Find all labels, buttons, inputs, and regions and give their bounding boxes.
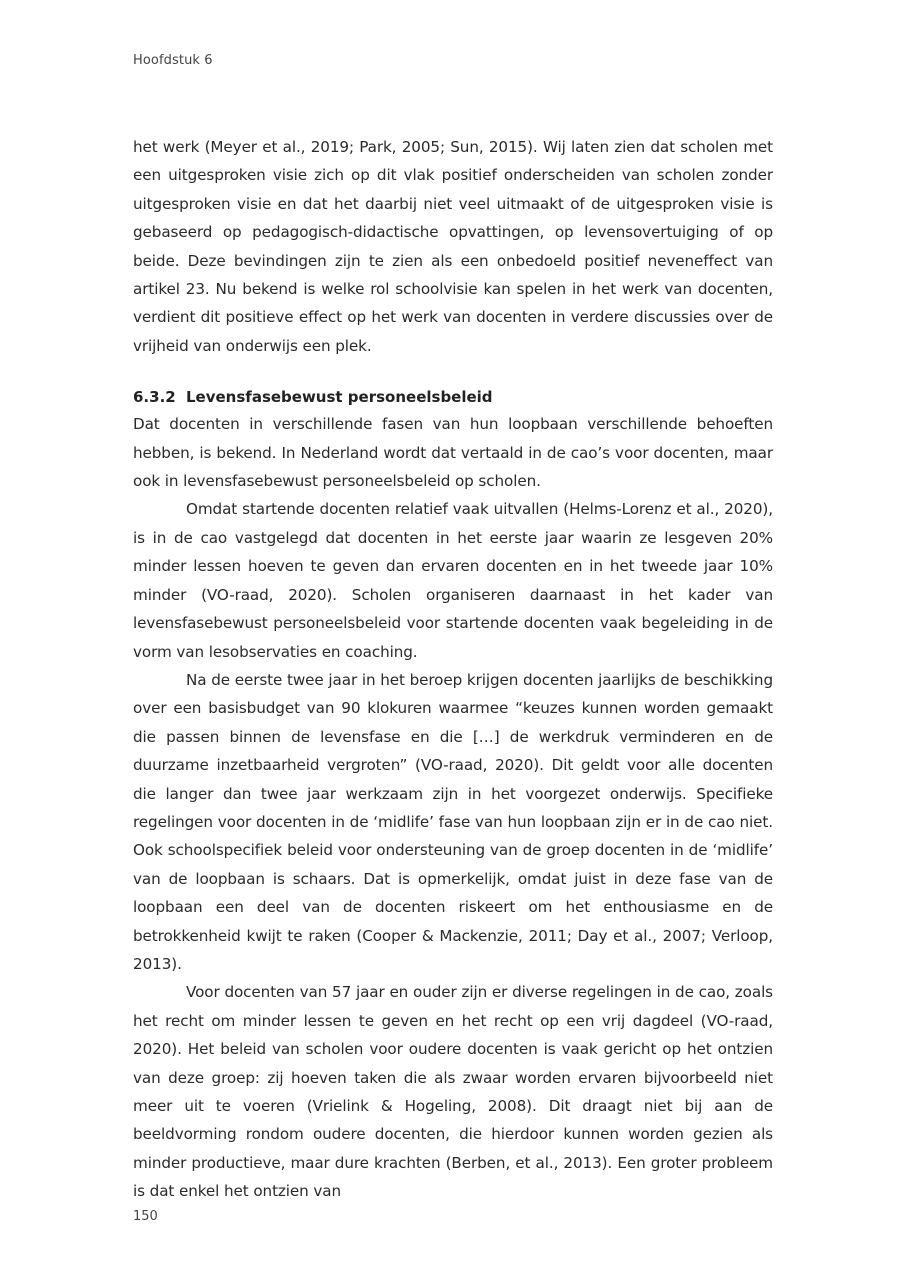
intro-paragraph: het werk (Meyer et al., 2019; Park, 2005; Sun, 2015). Wij laten zien dat scholen met een uitgesproken visie zich op dit vlak positief onderscheiden van scholen zonder uitgesproken visie en dat het daarbij niet veel uitmaakt of de uitgesproken visie is gebaseerd op pedagogisch-didactische opvattingen, op levensovertuiging of op beide. Deze bevindingen zijn te zien als een onbedoeld positief neveneffect van artikel 23. Nu bekend is welke rol schoolvisie kan spelen in het werk van docenten, verdient dit positieve effect op het werk van docenten in verdere discussies over de vrijheid van onderwijs een plek. <box>133 138 773 355</box>
page-number: 150 <box>133 1209 158 1224</box>
body-paragraph: Dat docenten in verschillende fasen van hun loopbaan verschillende behoeften hebben, is bekend. In Nederland wordt dat vertaald in de cao’s voor docenten, maar ook in levensfasebewust personeelsbeleid op scholen. <box>133 415 773 491</box>
section-heading <box>133 384 773 410</box>
section-number: 6.3.2 <box>133 388 176 407</box>
section-title: Levensfasebewust personeelsbeleid <box>186 388 493 407</box>
page-body <box>133 133 773 1206</box>
running-head: Hoofdstuk 6 <box>133 53 213 68</box>
body-paragraph: Voor docenten van 57 jaar en ouder zijn er diverse regelingen in de cao, zoals het recht om minder lessen te geven en het recht op een vrij dagdeel (VO-raad, 2020). Het beleid van scholen voor oudere docenten is vaak gericht op het ontzien van deze groep: zij hoeven taken die als zwaar worden ervaren bijvoorbeeld niet meer uit te voeren (Vrielink & Hogeling, 2008). Dit draagt niet bij aan de beeldvorming rondom oudere docenten, die hierdoor kunnen worden gezien als minder productieve, maar dure krachten (Berben, et al., 2013). Een groter probleem is dat enkel het ontzien van <box>133 983 773 1201</box>
body-paragraph: Na de eerste twee jaar in het beroep krijgen docenten jaarlijks de beschikking over een basisbudget van 90 klokuren waarmee “keuzes kunnen worden gemaakt die passen binnen de levensfase en die […] de werkdruk verminderen en de duurzame inzetbaarheid vergroten” (VO-raad, 2020). Dit geldt voor alle docenten die langer dan twee jaar werkzaam zijn in het voorgezet onderwijs. Specifieke regelingen voor docenten in de ‘midlife’ fase van hun loopbaan zijn er in de cao niet. Ook schoolspecifiek beleid voor ondersteuning van de groep docenten in de ‘midlife’ van de loopbaan is schaars. Dat is opmerkelijk, omdat juist in deze fase van de loopbaan een deel van de docenten riskeert om het enthousiasme en de betrokkenheid kwijt te raken (Cooper & Mackenzie, 2011; Day et al., 2007; Verloop, 2013). <box>133 670 773 973</box>
body-paragraph: Omdat startende docenten relatief vaak uitvallen (Helms-Lorenz et al., 2020), is in de cao vastgelegd dat docenten in het eerste jaar waarin ze lesgeven 20% minder lessen hoeven te geven dan ervaren docenten en in het tweede jaar 10% minder (VO-raad, 2020). Scholen organiseren daarnaast in het kader van levensfasebewust personeelsbeleid voor startende docenten vaak begeleiding in de vorm van lesobservaties en coaching. <box>133 500 773 661</box>
